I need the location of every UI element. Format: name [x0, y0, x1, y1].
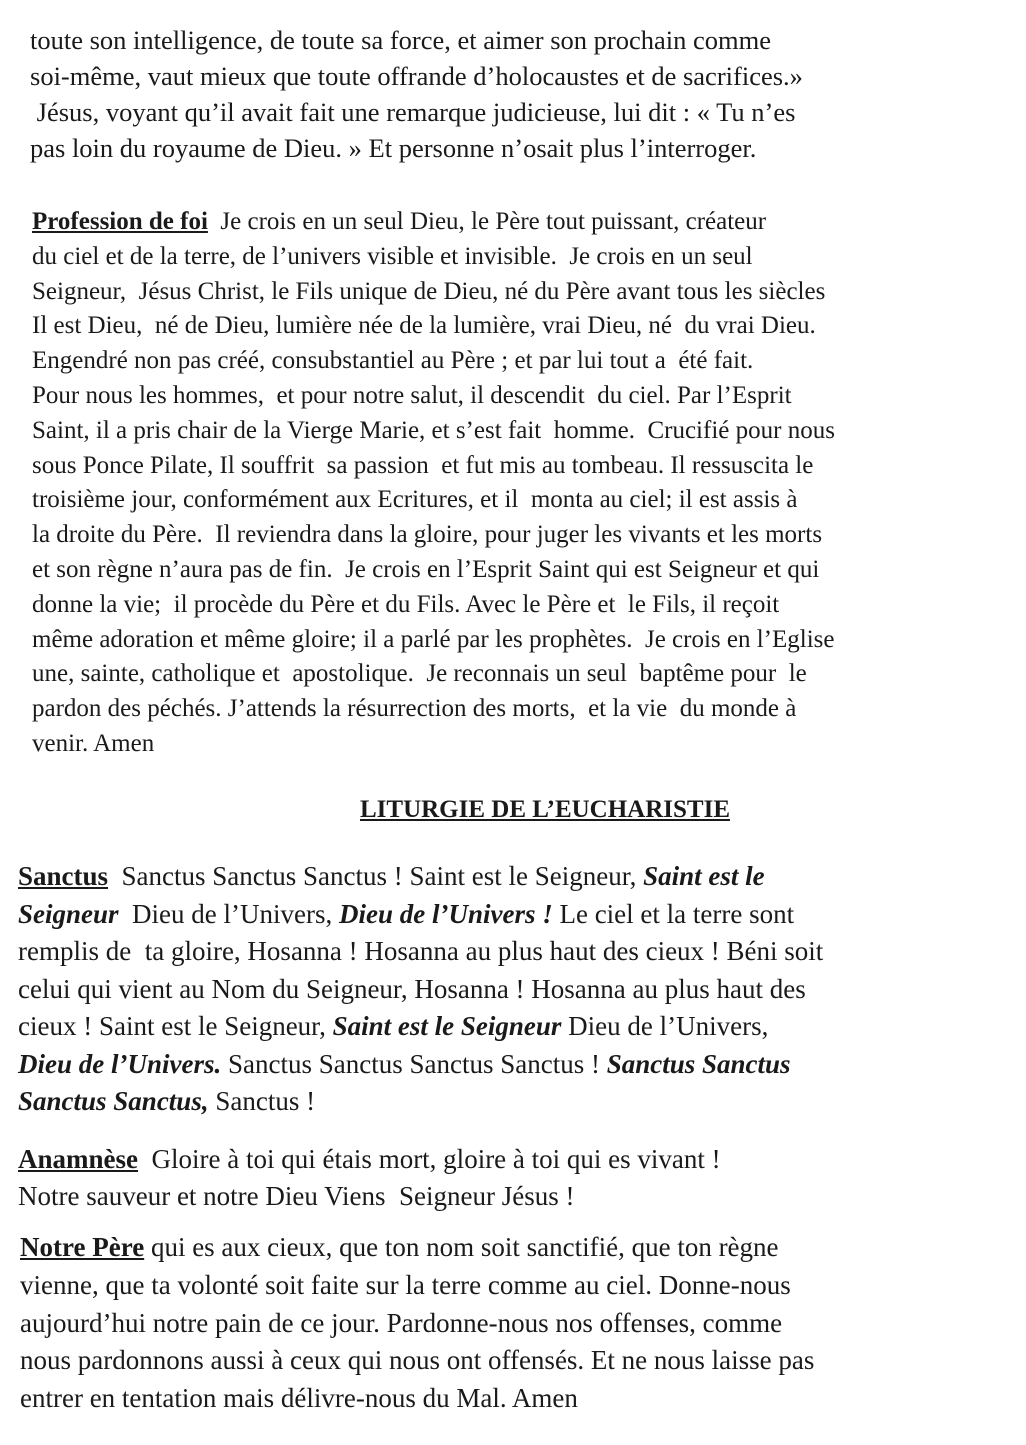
response-text: Sanctus Sanctus	[606, 1048, 791, 1079]
text-line: sous Ponce Pilate, Il souffrit sa passion et fut mis au tombeau. Il ressuscita le	[32, 451, 814, 479]
text-line: Jésus, voyant qu’il avait fait une remarque judicieuse, lui dit : « Tu n’es	[30, 97, 796, 127]
text-line: donne la vie; il procède du Père et du Fils. Avec le Père et le Fils, il reçoit	[32, 590, 780, 618]
text-run: Le ciel et la terre sont	[552, 898, 795, 929]
text-line: pardon des péchés. J’attends la résurrection des morts, et la vie du monde à	[32, 695, 797, 723]
text-line: aujourd’hui notre pain de ce jour. Pardonne-nous nos offenses, comme	[20, 1307, 783, 1338]
notre-pere-paragraph	[20, 1229, 814, 1418]
text-line: soi-même, vaut mieux que toute offrande d’holocaustes et de sacrifices.»	[30, 61, 803, 91]
profession-first-line: Je crois en un seul Dieu, le Père tout puissant, créateur	[207, 208, 767, 235]
text-line: la droite du Père. Il reviendra dans la gloire, pour juger les vivants et les morts	[32, 521, 823, 549]
text-run: Sanctus !	[208, 1086, 316, 1116]
text-line	[18, 1141, 721, 1178]
profession-de-foi-paragraph	[32, 205, 835, 762]
text-line: du ciel et de la terre, de l’univers visible et invisible. Je crois en un seul	[32, 242, 753, 270]
text-line: même adoration et même gloire; il a parlé par les prophètes. Je crois en l’Eglise	[32, 625, 835, 653]
profession-heading: Profession de foi	[32, 208, 208, 235]
text-line: pas loin du royaume de Dieu. » Et personne n’osait plus l’interroger.	[30, 133, 757, 163]
gospel-end-paragraph	[30, 22, 803, 166]
text-run: Sanctus Sanctus Sanctus Sanctus !	[221, 1048, 607, 1079]
text-line: et son règne n’aura pas de fin. Je crois en l’Esprit Saint qui est Seigneur et qui	[32, 555, 820, 583]
text-line	[32, 205, 835, 240]
response-text: Dieu de l’Univers !	[338, 898, 553, 929]
text-line: nous pardonnons aussi à ceux qui nous ont offensés. Et ne nous laisse pas	[20, 1345, 815, 1376]
text-line	[20, 1229, 814, 1267]
sanctus-paragraph	[18, 858, 823, 1121]
text-line: vienne, que ta volonté soit faite sur la terre comme au ciel. Donne-nous	[20, 1269, 791, 1300]
text-line: une, sainte, catholique et apostolique. Je reconnais un seul baptême pour le	[32, 660, 807, 688]
text-line	[18, 1008, 823, 1046]
text-line: Engendré non pas créé, consubstantiel au Père ; et par lui tout a été fait.	[32, 347, 754, 375]
text-line: Seigneur, Jésus Christ, le Fils unique de Dieu, né du Père avant tous les siècles	[32, 277, 826, 305]
text-line: entrer en tentation mais délivre-nous du Mal. Amen	[20, 1383, 578, 1414]
text-run: qui es aux cieux, que ton nom soit sanctifié, que ton règne	[144, 1232, 779, 1262]
notre-pere-heading: Notre Père	[20, 1232, 145, 1262]
sanctus-heading: Sanctus	[18, 861, 109, 891]
text-line: toute son intelligence, de toute sa force, et aimer son prochain comme	[30, 25, 772, 55]
text-line	[18, 896, 823, 934]
text-line: Saint, il a pris chair de la Vierge Marie, et s’est fait homme. Crucifié pour nous	[32, 416, 835, 444]
response-text: Seigneur	[18, 898, 119, 929]
text-line: Il est Dieu, né de Dieu, lumière née de la lumière, vrai Dieu, né du vrai Dieu.	[32, 312, 816, 340]
text-line	[18, 1083, 823, 1121]
response-text: Dieu de l’Univers.	[18, 1048, 222, 1079]
text-line: Pour nous les hommes, et pour notre salut, il descendit du ciel. Par l’Esprit	[32, 381, 792, 409]
text-line	[18, 1046, 823, 1084]
response-text: Sanctus Sanctus,	[18, 1086, 209, 1116]
text-run: Dieu de l’Univers,	[561, 1011, 769, 1041]
text-line: remplis de ta gloire, Hosanna ! Hosanna au plus haut des cieux ! Béni soit	[18, 936, 824, 966]
response-text: Saint est le	[643, 861, 765, 891]
text-run: Dieu de l’Univers,	[118, 898, 339, 929]
text-run: Sanctus Sanctus Sanctus ! Saint est le Seigneur,	[108, 861, 644, 891]
text-line: venir. Amen	[32, 729, 155, 757]
text-line: celui qui vient au Nom du Seigneur, Hosanna ! Hosanna au plus haut des	[18, 973, 806, 1004]
text-run: Gloire à toi qui étais mort, gloire à toi qui es vivant !	[138, 1144, 721, 1174]
response-text: Saint est le Seigneur	[332, 1011, 562, 1041]
anamnese-heading: Anamnèse	[18, 1144, 138, 1174]
text-line: Notre sauveur et notre Dieu Viens Seigneur Jésus !	[18, 1181, 575, 1211]
text-run: cieux ! Saint est le Seigneur,	[18, 1011, 333, 1041]
anamnese-paragraph	[18, 1141, 721, 1215]
section-title: LITURGIE DE L’EUCHARISTIE	[359, 796, 731, 823]
text-line: troisième jour, conformément aux Ecritures, et il monta au ciel; il est assis à	[32, 486, 798, 514]
text-line	[18, 858, 823, 896]
